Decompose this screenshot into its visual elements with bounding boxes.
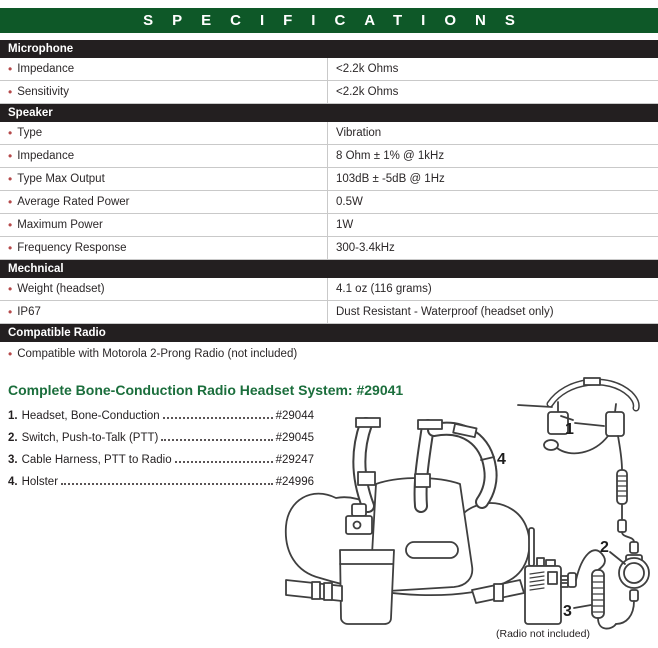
spec-value: 0.5W [327,191,658,213]
spec-label-cell [0,122,327,144]
spec-label: IP67 [17,306,41,318]
bullet-icon: • [8,85,13,99]
list-item-ptt-switch [8,432,314,454]
section-header-compatible-radio: Compatible Radio [0,324,658,342]
item-label: Headset, Bone-Conduction [21,410,160,422]
section-header-speaker: Speaker [0,104,658,122]
dot-leader [61,483,273,485]
callout-1-headset: 1 [565,421,574,438]
bullet-icon: • [8,346,13,361]
parts-list [8,410,314,498]
spec-value: Vibration [327,122,658,144]
item-label: Switch, Push-to-Talk (PTT) [21,432,159,444]
ptt-switch-drawing [616,542,649,624]
callout-4-holster: 4 [497,451,506,468]
spec-row-avg-power [0,191,658,214]
section-header-microphone: Microphone [0,40,658,58]
spec-label-cell [0,81,327,103]
bullet-icon: • [8,241,13,255]
spec-row-type [0,122,658,145]
item-label: Holster [21,476,59,488]
spec-label: Impedance [17,63,75,75]
spec-label-cell [0,58,327,80]
item-part-number: #24996 [275,476,314,488]
callout-2-ptt: 2 [600,539,609,556]
spec-value: Dust Resistant - Waterproof (headset only) [327,301,658,323]
spec-label: Sensitivity [17,86,69,98]
spec-label-cell [0,278,327,300]
spec-label-cell [0,237,327,259]
spec-label: Type [17,127,43,139]
radio-not-included-note: (Radio not included) [496,628,590,640]
spec-row-sensitivity [0,81,658,104]
dot-leader [161,439,272,441]
spec-row-impedance-mic [0,58,658,81]
spec-table [0,40,658,365]
spec-value: 8 Ohm ± 1% @ 1kHz [327,145,658,167]
spec-label: Impedance [17,150,75,162]
list-item-holster [8,476,314,498]
spec-label: Type Max Output [17,173,105,185]
bullet-icon: • [8,62,13,76]
system-heading: Complete Bone-Conduction Radio Headset System: #29041 [8,382,404,398]
item-number: 1. [8,410,18,422]
spec-row-impedance-spk [0,145,658,168]
item-number: 3. [8,454,18,466]
headset-drawing [518,378,636,542]
spec-label: Maximum Power [17,219,103,231]
product-illustration [275,374,658,643]
harness-vest-drawing [286,418,530,624]
section-header-mechnical: Mechnical [0,260,658,278]
spec-value: 103dB ± -5dB @ 1Hz [327,168,658,190]
spec-value: <2.2k Ohms [327,58,658,80]
bullet-icon: • [8,195,13,209]
spec-label: Weight (headset) [17,283,105,295]
bullet-icon: • [8,218,13,232]
compatible-radio-note-row [0,342,658,365]
list-item-cable-harness [8,454,314,476]
item-number: 2. [8,432,18,444]
spec-value: <2.2k Ohms [327,81,658,103]
bullet-icon: • [8,126,13,140]
bullet-icon: • [8,282,13,296]
spec-value: 1W [327,214,658,236]
compatible-radio-note: Compatible with Motorola 2-Prong Radio (not included) [17,347,298,360]
list-item-headset [8,410,314,432]
spec-row-weight [0,278,658,301]
bullet-icon: • [8,172,13,186]
spec-label-cell [0,301,327,323]
spec-row-ip67 [0,301,658,324]
specifications-banner-text: SPECIFICATIONS [143,12,534,29]
spec-label-cell [0,145,327,167]
item-label: Cable Harness, PTT to Radio [21,454,172,466]
bullet-icon: • [8,149,13,163]
item-part-number: #29247 [275,454,314,466]
spec-label-cell [0,191,327,213]
item-part-number: #29045 [275,432,314,444]
spec-label: Frequency Response [17,242,127,254]
spec-row-max-power [0,214,658,237]
spec-row-max-output [0,168,658,191]
spec-row-freq-response [0,237,658,260]
specifications-banner [0,8,658,33]
callout-3-cable: 3 [563,603,572,620]
spec-label: Average Rated Power [17,196,130,208]
spec-value: 4.1 oz (116 grams) [327,278,658,300]
spec-label-cell [0,214,327,236]
item-number: 4. [8,476,18,488]
spec-value: 300-3.4kHz [327,237,658,259]
dot-leader [175,461,273,463]
item-part-number: #29044 [275,410,314,422]
bullet-icon: • [8,305,13,319]
spec-label-cell [0,168,327,190]
headset-system-diagram [275,374,658,643]
dot-leader [163,417,273,419]
